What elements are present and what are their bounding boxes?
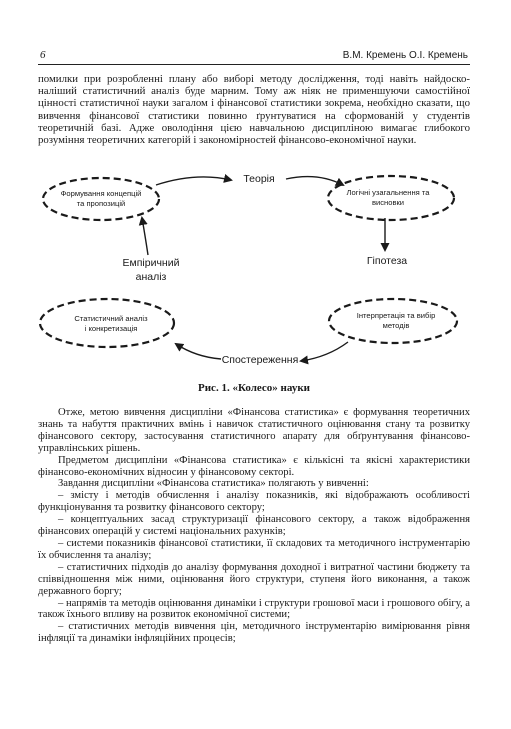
arrow-empirical-to-formation <box>142 218 148 255</box>
ellipse-statistical <box>40 299 174 347</box>
statistical-line1: Статистичний аналіз <box>74 314 148 323</box>
arrow-observation-to-statistical <box>176 344 221 359</box>
list-item: – статистичних методів вивчення цін, методичного інструментарію вимірювання рівня інфляції та динаміки інфляційних процесів; <box>38 621 470 645</box>
intro-paragraph: помилки при розробленні плану або виборі методу дослідження, тоді навіть найдосконаліший статистичний аналіз буде марним. Тому аж ніяк не применшуючи самостійної цінності статистичної науки загалом і фінансової статистики зокрема, необхідно сказати, що вивчення фінансової статистики повинно ґрунтуватися на сформованій у студентів теоретичній базі. Адже оволодіння цією навчальною дисципліною вимагає глибокого розуміння теоретичних категорій і закономірностей фінансово-економічної науки. <box>38 73 470 147</box>
list-item: – концептуальних засад структуризації фінансового сектору, а також відображення фінансових операцій у системі національних рахунків; <box>38 514 470 538</box>
list-item: – напрямів та методів оцінювання динаміки і структури грошової маси і грошового обігу, а також їхнього впливу на розвиток економічної системи; <box>38 597 470 621</box>
figure-caption: Рис. 1. «Колесо» науки <box>198 382 310 394</box>
paragraph-subject: Предметом дисципліни «Фінансова статистика» є кількісні та якісні характеристики фінансово-економічних відносин у фінансовому секторі. <box>38 454 470 478</box>
list-item: – статистичних підходів до аналізу формування доходної і витратної частини бюджету та співвідношення між ними, оцінювання його структури, ступеня його виконання, а також державного боргу; <box>38 561 470 597</box>
header-authors: В.М. Кремень О.І. Кремень <box>342 50 468 61</box>
running-header <box>38 50 470 65</box>
interpretation-line1: Інтерпретація та вибір <box>356 311 436 320</box>
body-text <box>38 407 470 645</box>
page-number: 6 <box>40 49 46 61</box>
paragraph-goal: Отже, метою вивчення дисципліни «Фінансова статистика» є формування теоретичних знань та набуття практичних вмінь і навичок статистичного оцінювання стану та розвитку фінансового сектору, застосування статистичного апарату для обґрунтування фінансово-управлінських рішень. <box>38 407 470 454</box>
formation-line1: Формування концепцій <box>60 189 142 198</box>
paragraph-tasks: Завдання дисципліни «Фінансова статистика» полягають у вивченні: <box>58 478 369 490</box>
label-empirical-line1: Емпіричний <box>122 257 180 269</box>
science-wheel-diagram <box>38 160 470 375</box>
logical-line1: Логічні узагальнення та <box>346 188 430 197</box>
logical-line2: висновки <box>371 198 405 207</box>
label-theory: Теорія <box>243 173 275 185</box>
label-empirical-line2: аналіз <box>135 271 167 283</box>
arrow-theory-to-logical <box>286 177 343 185</box>
list-item: – змісту і методів обчислення і аналізу показників, які відображають особливості функціонування та розвитку фінансового сектору; <box>38 490 470 514</box>
arrow-interpretation-to-observation <box>301 342 348 361</box>
list-item: – системи показників фінансової статистики, її складових та методичного інструментарію їх обчислення та аналізу; <box>38 537 470 561</box>
arrow-formation-to-theory <box>156 177 231 185</box>
diagram-svg <box>38 160 470 375</box>
statistical-line2: і конкретизація <box>84 324 138 333</box>
label-hypothesis: Гіпотеза <box>366 255 408 267</box>
interpretation-line2: методів <box>382 321 410 330</box>
formation-line2: та пропозицій <box>76 199 126 208</box>
label-observation: Спостереження <box>221 354 299 366</box>
